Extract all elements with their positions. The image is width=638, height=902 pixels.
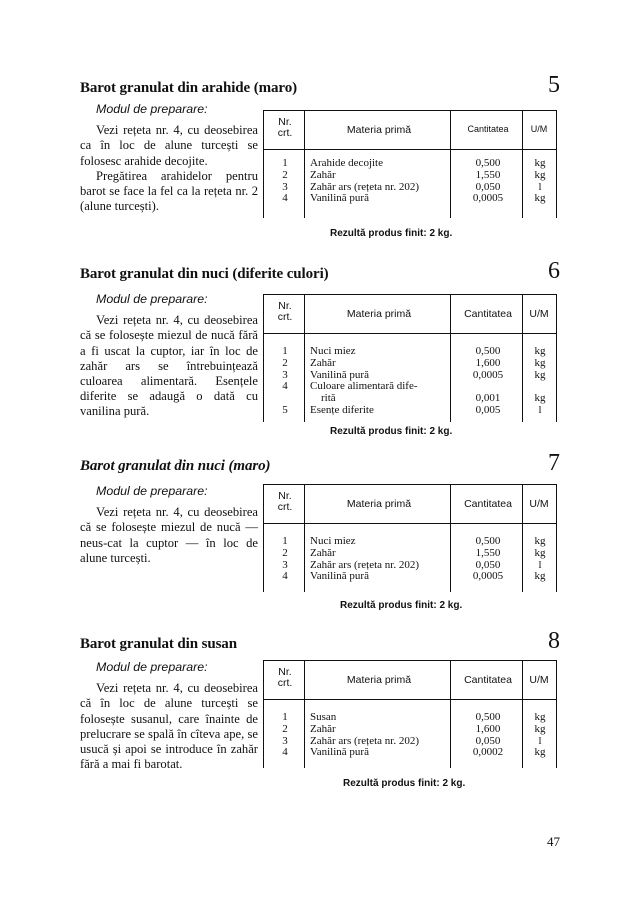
header-um: U/M (529, 498, 549, 510)
table-body (264, 700, 556, 768)
header-nr: Nr. crt. (277, 300, 293, 323)
table-row: 4 Vanilină pură 0,0002 kg (282, 746, 546, 759)
ingredients-table (263, 484, 557, 592)
recipe-number: 5 (548, 72, 560, 98)
ingredients-table (263, 660, 557, 768)
method-paragraph: Vezi rețeta nr. 4, cu deosebirea că se folosește miezul de nucă fără a fi uscat la cuptor, iar în loc de zahăr ars se întrebuințează culoarea alimentară. Esențele diferite se adaugă o dată cu vanilina pură. (80, 313, 258, 419)
table-body (264, 150, 556, 218)
method-text (80, 660, 258, 772)
ingredients-table (263, 110, 557, 218)
method-paragraph: Vezi rețeta nr. 4, cu deosebirea că se folosește miezul de nucă — neus-cat la cuptor — în loc de alune turcești. (80, 505, 258, 565)
table-row: 1 Nuci miez 0,500 kg (282, 345, 546, 357)
table-row: 4 Vanilină pură 0,0005 kg (282, 192, 546, 205)
recipe-number: 6 (548, 258, 560, 284)
table-row: 3 Zahăr ars (rețeta nr. 202) 0,050 l (282, 558, 542, 571)
method-heading: Modul de preparare: (96, 102, 208, 116)
method-text (80, 292, 258, 420)
header-materia: Materia primă (346, 124, 412, 136)
recipe-title: Barot granulat din susan (80, 636, 237, 652)
table-row: rită 0,001 kg (310, 392, 546, 405)
ingredients-table (263, 294, 557, 422)
method-text (80, 484, 258, 566)
header-nr: Nr. crt. (277, 490, 293, 513)
header-materia: Materia primă (346, 674, 412, 686)
header-nr: Nr. crt. (277, 666, 293, 689)
header-um: U/M (529, 674, 549, 686)
result-line: Rezultă produs finit: 2 kg. (330, 228, 453, 239)
table-body (264, 334, 556, 422)
header-materia: Materia primă (346, 308, 412, 320)
recipe-title: Barot granulat din nuci (diferite culori) (80, 266, 329, 282)
table-row: 2 Zahăr 1,550 kg (282, 168, 546, 181)
table-row: 3 Zahăr ars (rețeta nr. 202) 0,050 l (282, 734, 542, 747)
table-row: 1 Nuci miez 0,500 kg (282, 535, 546, 547)
table-row: 2 Zahăr 1,600 kg (282, 722, 546, 735)
method-heading: Modul de preparare: (96, 484, 208, 498)
table-body (264, 524, 556, 592)
result-line: Rezultă produs finit: 2 kg. (343, 778, 466, 789)
table-header (264, 660, 556, 700)
method-text (80, 102, 258, 214)
recipe-title: Barot granulat din arahide (maro) (80, 80, 297, 96)
table-row: 4 Vanilină pură 0,0005 kg (282, 570, 546, 583)
header-cantitatea: Cantitatea (467, 124, 509, 134)
header-um: U/M (529, 308, 549, 320)
recipe-title: Barot granulat din nuci (maro) (80, 458, 271, 474)
method-paragraph: Vezi rețeta nr. 4, cu deosebirea că în loc de alune turcești se folosește susanul, care înainte de prelucrare se spală în cîteva ape, se usucă și apoi se introduce în zahăr fără a mai fi barotat. (80, 681, 258, 772)
table-row: 1 Arahide decojite 0,500 kg (282, 157, 546, 169)
header-um: U/M (530, 124, 548, 134)
result-line: Rezultă produs finit: 2 kg. (330, 426, 453, 437)
table-header (264, 484, 556, 524)
table-row: 5 Esențe diferite 0,005 l (282, 403, 542, 416)
header-materia: Materia primă (346, 498, 412, 510)
table-row: 3 Zahăr ars (rețeta nr. 202) 0,050 l (282, 180, 542, 193)
table-row: 2 Zahăr 1,550 kg (282, 546, 546, 559)
header-cantitatea: Cantitatea (464, 498, 512, 510)
method-paragraph: Vezi rețeta nr. 4, cu deosebirea ca în loc de alune turcești se folosesc arahide decojite. (80, 123, 258, 168)
method-paragraph: Pregătirea arahidelor pentru barot se face la fel ca la rețeta nr. 2 (alune turcești). (80, 168, 258, 214)
recipe-number: 7 (548, 450, 560, 476)
result-line: Rezultă produs finit: 2 kg. (340, 600, 463, 611)
table-header (264, 294, 556, 334)
table-row: 2 Zahăr 1,600 kg (282, 356, 546, 369)
method-heading: Modul de preparare: (96, 292, 208, 306)
table-row: 1 Susan 0,500 kg (282, 711, 546, 723)
header-nr: Nr. crt. (277, 116, 293, 139)
header-cantitatea: Cantitatea (464, 308, 512, 320)
page-number: 47 (547, 834, 560, 849)
table-header (264, 110, 556, 150)
method-heading: Modul de preparare: (96, 660, 208, 674)
recipe-number: 8 (548, 628, 560, 654)
table-row: 3 Vanilină pură 0,0005 kg (282, 368, 546, 381)
header-cantitatea: Cantitatea (464, 674, 512, 686)
table-row: 4 Culoare alimentară dife- (282, 380, 418, 393)
